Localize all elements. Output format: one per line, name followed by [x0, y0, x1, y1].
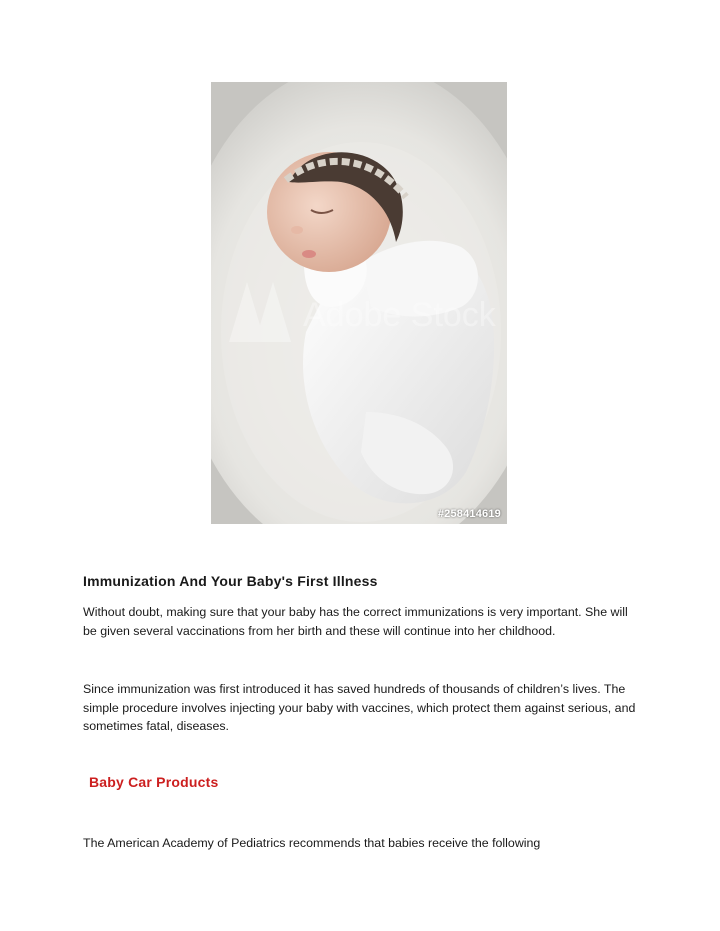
article-heading: Immunization And Your Baby's First Illness [83, 573, 378, 589]
stock-logo-text: Adobe Stock [303, 296, 496, 334]
paragraph-immunization-importance: Without doubt, making sure that your baby has the correct immunizations is very important. She will be given several vaccinations from her birth and these will continue into her childhood. [83, 605, 628, 638]
paragraph-immunization-history: Since immunization was first introduced it has saved hundreds of thousands of children’s lives. The simple procedure involves injecting your baby with vaccines, which protect them against serious, and sometimes fatal, diseases. [83, 682, 636, 734]
paragraph-aap-recommendation: The American Academy of Pediatrics recommends that babies receive the following [83, 836, 541, 850]
baby-car-products-link[interactable]: Baby Car Products [89, 774, 219, 790]
baby-photo [211, 82, 507, 524]
sleeping-baby-illustration [211, 82, 507, 524]
stock-id-label: #258414619 [437, 508, 501, 520]
